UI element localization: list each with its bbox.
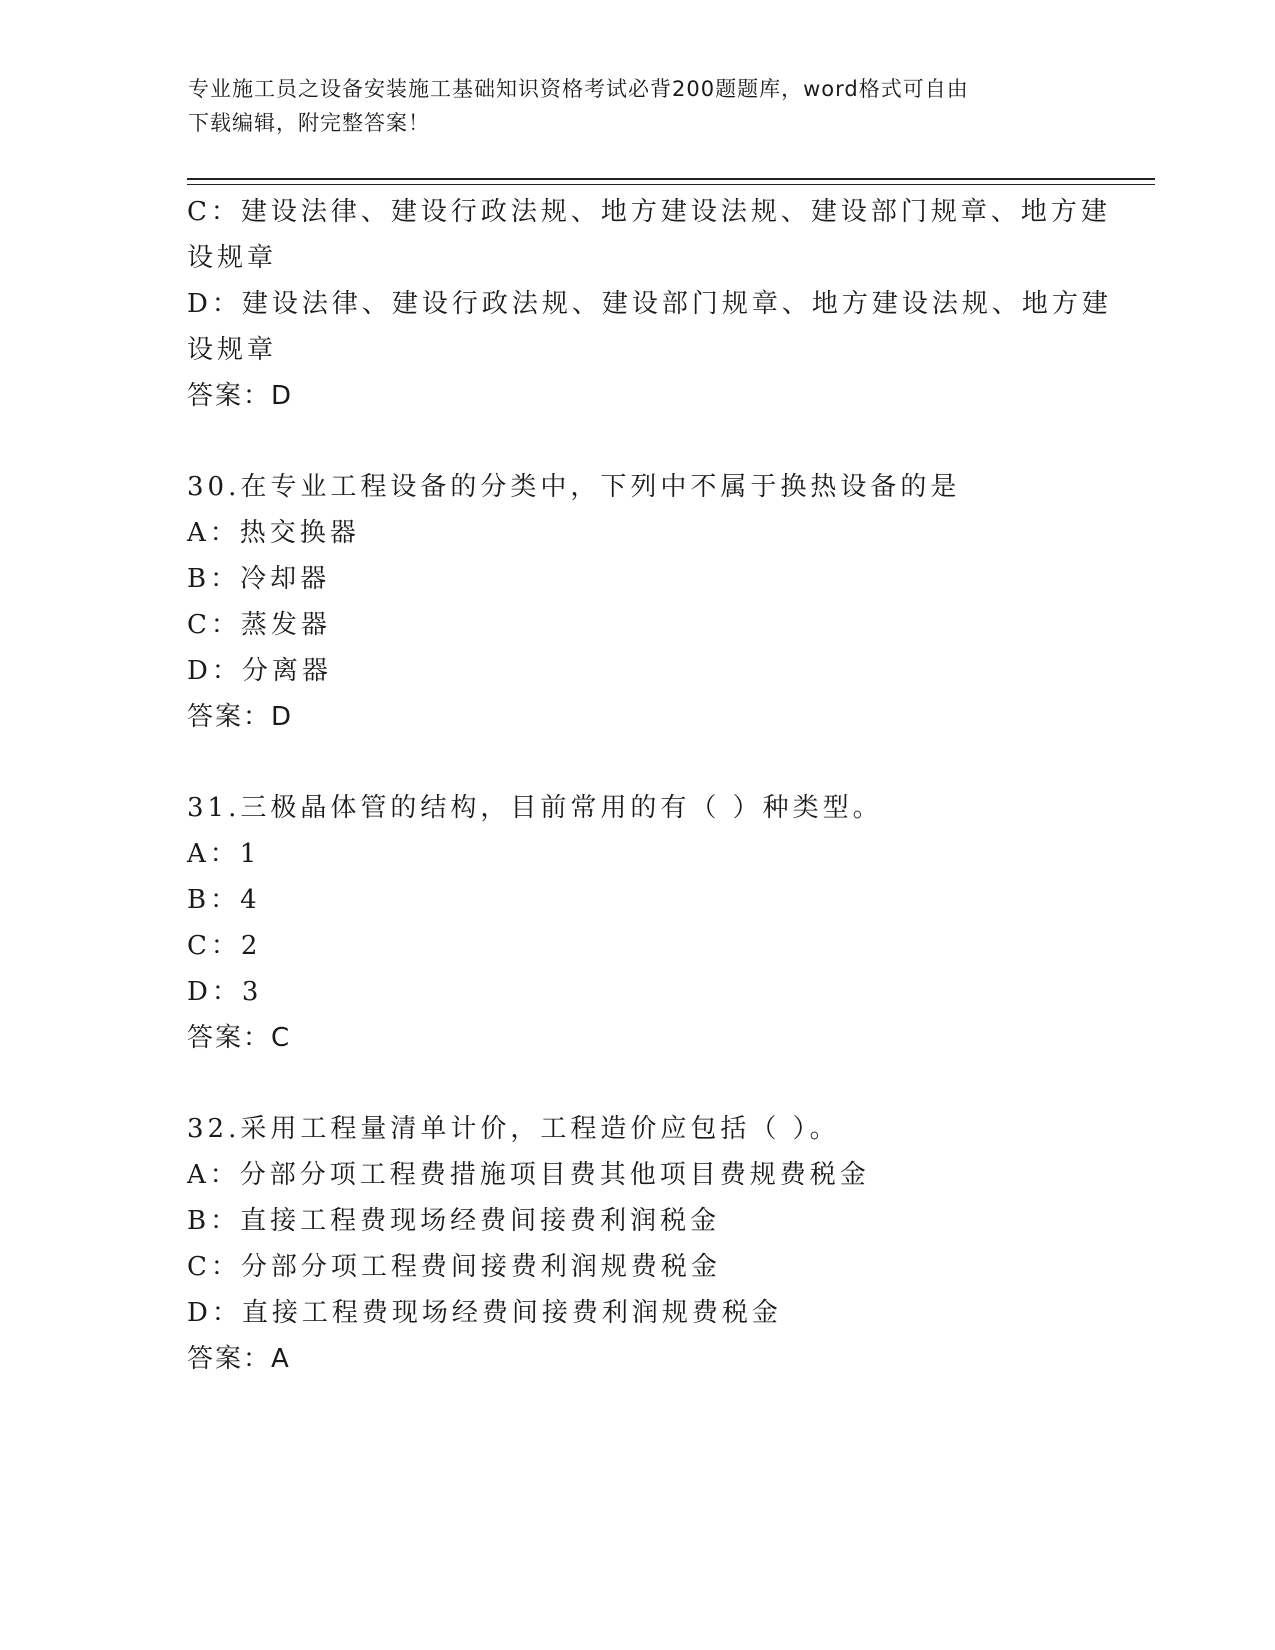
option-c-line-2: 设规章 (187, 243, 278, 273)
header-divider-thin (187, 184, 1155, 185)
header-divider-thick (187, 178, 1155, 180)
option-c: C：蒸发器 (187, 610, 331, 640)
question-block-31 (187, 785, 1087, 1061)
question-stem: 32.采用工程量清单计价，工程造价应包括（ ）。 (187, 1114, 840, 1144)
option-c: C：分部分项工程费间接费利润规费税金 (187, 1252, 721, 1282)
question-content (187, 189, 1112, 1382)
question-stem: 30.在专业工程设备的分类中，下列中不属于换热设备的是 (187, 472, 961, 502)
document-header (188, 72, 1088, 140)
option-d: D：分离器 (187, 656, 332, 686)
option-c: C：2 (187, 931, 262, 961)
spacer (187, 740, 1087, 785)
question-block-30 (187, 464, 1087, 740)
option-a: A：热交换器 (187, 518, 360, 548)
question-block-29-tail (187, 189, 1112, 419)
option-d: D：直接工程费现场经费间接费利润规费税金 (187, 1298, 782, 1328)
answer-line: 答案：D (187, 381, 294, 411)
option-a: A：分部分项工程费措施项目费其他项目费规费税金 (187, 1160, 870, 1190)
answer-line: 答案：D (187, 702, 294, 732)
header-line-1: 专业施工员之设备安装施工基础知识资格考试必背200题题库，word格式可自由 (188, 77, 969, 101)
answer-line: 答案：C (187, 1023, 292, 1053)
option-d-line-1: D：建设法律、建设行政法规、建设部门规章、地方建设法规、地方建 (187, 289, 1112, 319)
option-b: B：直接工程费现场经费间接费利润税金 (187, 1206, 721, 1236)
option-c-line-1: C：建设法律、建设行政法规、地方建设法规、建设部门规章、地方建 (187, 197, 1111, 227)
option-b: B：4 (187, 885, 261, 915)
spacer (187, 1061, 1087, 1106)
option-d: D：3 (187, 977, 263, 1007)
option-d-line-2: 设规章 (187, 335, 278, 365)
question-stem: 31.三极晶体管的结构，目前常用的有（ ）种类型。 (187, 793, 883, 823)
spacer (187, 419, 1087, 464)
question-block-32 (187, 1106, 1087, 1382)
header-line-2: 下载编辑，附完整答案！ (188, 111, 430, 135)
option-a: A：1 (187, 839, 261, 869)
answer-line: 答案：A (187, 1344, 291, 1374)
option-b: B：冷却器 (187, 564, 331, 594)
